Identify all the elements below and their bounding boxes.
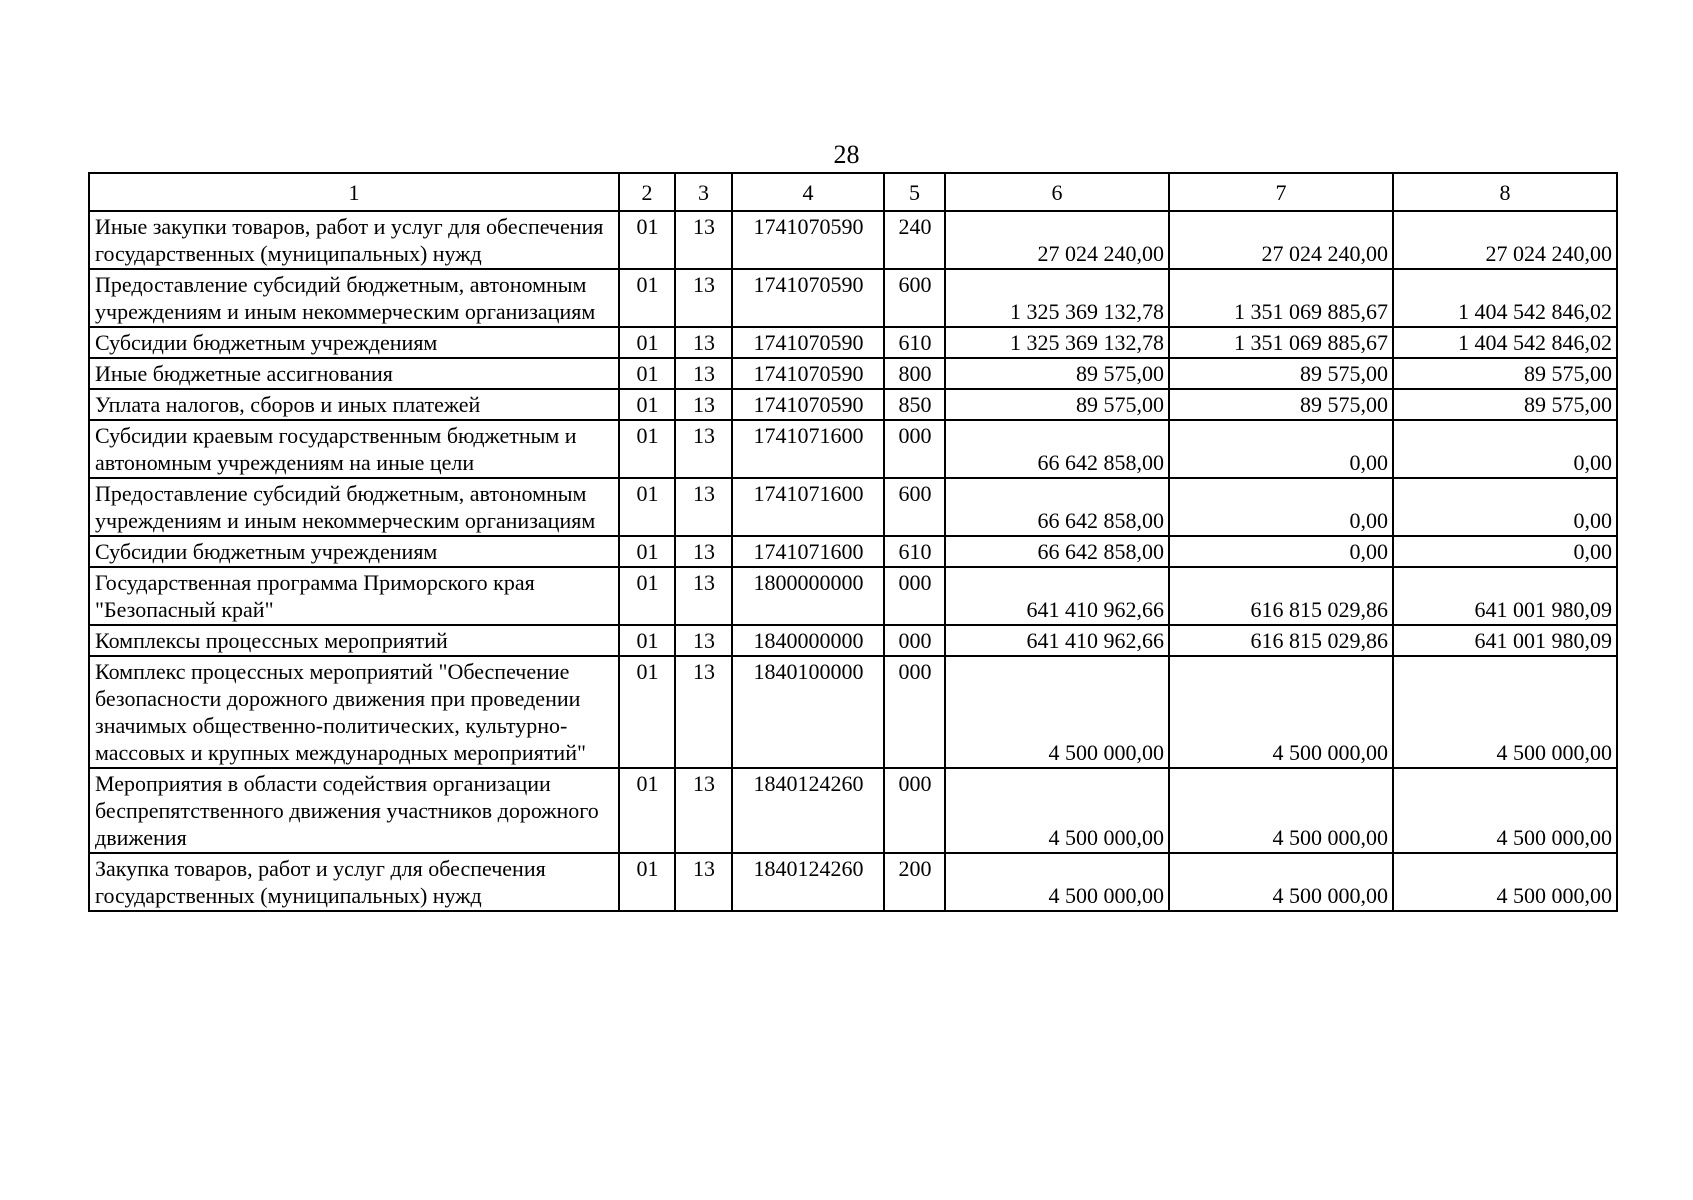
page-number: 28 bbox=[833, 140, 860, 169]
row-target-article: 1741071600 bbox=[732, 420, 884, 478]
row-name: Иные закупки товаров, работ и услуг для обеспечения государственных (муниципальных) нужд bbox=[89, 211, 619, 269]
row-target-article: 1800000000 bbox=[732, 567, 884, 625]
row-target-article: 1840100000 bbox=[732, 656, 884, 768]
row-amount-8: 4 500 000,00 bbox=[1393, 656, 1617, 768]
row-name: Государственная программа Приморского края "Безопасный край" bbox=[89, 567, 619, 625]
row-amount-6: 641 410 962,66 bbox=[945, 567, 1169, 625]
header-cell: 6 bbox=[945, 173, 1169, 211]
row-section: 01 bbox=[619, 269, 675, 327]
row-amount-8: 89 575,00 bbox=[1393, 358, 1617, 389]
row-amount-6: 66 642 858,00 bbox=[945, 536, 1169, 567]
row-amount-7: 0,00 bbox=[1169, 420, 1393, 478]
row-amount-8: 4 500 000,00 bbox=[1393, 853, 1617, 911]
table-row bbox=[89, 420, 1617, 478]
row-section: 01 bbox=[619, 853, 675, 911]
row-amount-7: 4 500 000,00 bbox=[1169, 768, 1393, 853]
header-cell: 8 bbox=[1393, 173, 1617, 211]
row-amount-6: 641 410 962,66 bbox=[945, 625, 1169, 656]
row-expense-type: 850 bbox=[884, 389, 945, 420]
row-name: Субсидии бюджетным учреждениям bbox=[89, 536, 619, 567]
row-amount-7: 616 815 029,86 bbox=[1169, 567, 1393, 625]
row-subsection: 13 bbox=[675, 536, 732, 567]
row-section: 01 bbox=[619, 211, 675, 269]
row-target-article: 1840124260 bbox=[732, 768, 884, 853]
row-subsection: 13 bbox=[675, 656, 732, 768]
row-amount-6: 4 500 000,00 bbox=[945, 768, 1169, 853]
table-row bbox=[89, 768, 1617, 853]
row-amount-6: 27 024 240,00 bbox=[945, 211, 1169, 269]
row-name: Субсидии бюджетным учреждениям bbox=[89, 327, 619, 358]
header-cell: 4 bbox=[732, 173, 884, 211]
row-expense-type: 000 bbox=[884, 625, 945, 656]
row-amount-7: 0,00 bbox=[1169, 478, 1393, 536]
table-row bbox=[89, 358, 1617, 389]
row-name: Комплекс процессных мероприятий "Обеспечение безопасности дорожного движения при проведении значимых общественно-политических, культурно-массовых и крупных международных мероприятий" bbox=[89, 656, 619, 768]
row-target-article: 1741070590 bbox=[732, 389, 884, 420]
row-amount-8: 1 404 542 846,02 bbox=[1393, 327, 1617, 358]
row-amount-7: 1 351 069 885,67 bbox=[1169, 327, 1393, 358]
table-row bbox=[89, 625, 1617, 656]
row-name: Уплата налогов, сборов и иных платежей bbox=[89, 389, 619, 420]
row-amount-8: 89 575,00 bbox=[1393, 389, 1617, 420]
table-row bbox=[89, 853, 1617, 911]
table-row bbox=[89, 269, 1617, 327]
row-subsection: 13 bbox=[675, 478, 732, 536]
budget-table bbox=[88, 172, 1618, 912]
row-amount-8: 0,00 bbox=[1393, 536, 1617, 567]
row-name: Иные бюджетные ассигнования bbox=[89, 358, 619, 389]
row-target-article: 1840000000 bbox=[732, 625, 884, 656]
row-subsection: 13 bbox=[675, 269, 732, 327]
row-expense-type: 800 bbox=[884, 358, 945, 389]
table-row bbox=[89, 389, 1617, 420]
row-target-article: 1741070590 bbox=[732, 211, 884, 269]
row-target-article: 1741071600 bbox=[732, 536, 884, 567]
row-amount-6: 89 575,00 bbox=[945, 389, 1169, 420]
row-section: 01 bbox=[619, 656, 675, 768]
row-amount-8: 4 500 000,00 bbox=[1393, 768, 1617, 853]
row-amount-7: 4 500 000,00 bbox=[1169, 656, 1393, 768]
row-name: Субсидии краевым государственным бюджетным и автономным учреждениям на иные цели bbox=[89, 420, 619, 478]
row-name: Закупка товаров, работ и услуг для обеспечения государственных (муниципальных) нужд bbox=[89, 853, 619, 911]
row-expense-type: 000 bbox=[884, 567, 945, 625]
row-expense-type: 240 bbox=[884, 211, 945, 269]
row-amount-6: 89 575,00 bbox=[945, 358, 1169, 389]
row-subsection: 13 bbox=[675, 211, 732, 269]
row-amount-7: 89 575,00 bbox=[1169, 389, 1393, 420]
row-section: 01 bbox=[619, 327, 675, 358]
row-amount-7: 89 575,00 bbox=[1169, 358, 1393, 389]
row-expense-type: 600 bbox=[884, 478, 945, 536]
row-target-article: 1741070590 bbox=[732, 327, 884, 358]
table-row bbox=[89, 567, 1617, 625]
row-expense-type: 000 bbox=[884, 768, 945, 853]
row-section: 01 bbox=[619, 389, 675, 420]
row-amount-8: 1 404 542 846,02 bbox=[1393, 269, 1617, 327]
row-subsection: 13 bbox=[675, 768, 732, 853]
row-amount-6: 4 500 000,00 bbox=[945, 853, 1169, 911]
row-amount-7: 0,00 bbox=[1169, 536, 1393, 567]
row-section: 01 bbox=[619, 420, 675, 478]
row-expense-type: 000 bbox=[884, 656, 945, 768]
row-amount-8: 0,00 bbox=[1393, 420, 1617, 478]
row-subsection: 13 bbox=[675, 389, 732, 420]
header-cell: 5 bbox=[884, 173, 945, 211]
row-amount-8: 27 024 240,00 bbox=[1393, 211, 1617, 269]
row-target-article: 1741070590 bbox=[732, 269, 884, 327]
row-section: 01 bbox=[619, 625, 675, 656]
header-cell: 1 bbox=[89, 173, 619, 211]
row-target-article: 1741070590 bbox=[732, 358, 884, 389]
row-amount-6: 1 325 369 132,78 bbox=[945, 269, 1169, 327]
row-amount-6: 66 642 858,00 bbox=[945, 420, 1169, 478]
row-subsection: 13 bbox=[675, 625, 732, 656]
header-cell: 7 bbox=[1169, 173, 1393, 211]
row-target-article: 1840124260 bbox=[732, 853, 884, 911]
row-section: 01 bbox=[619, 567, 675, 625]
row-amount-6: 1 325 369 132,78 bbox=[945, 327, 1169, 358]
row-subsection: 13 bbox=[675, 327, 732, 358]
header-cell: 3 bbox=[675, 173, 732, 211]
row-target-article: 1741071600 bbox=[732, 478, 884, 536]
table-row bbox=[89, 327, 1617, 358]
row-expense-type: 610 bbox=[884, 327, 945, 358]
row-expense-type: 610 bbox=[884, 536, 945, 567]
row-expense-type: 200 bbox=[884, 853, 945, 911]
row-amount-8: 641 001 980,09 bbox=[1393, 567, 1617, 625]
table-row bbox=[89, 536, 1617, 567]
row-amount-7: 27 024 240,00 bbox=[1169, 211, 1393, 269]
row-amount-7: 616 815 029,86 bbox=[1169, 625, 1393, 656]
row-expense-type: 000 bbox=[884, 420, 945, 478]
row-name: Комплексы процессных мероприятий bbox=[89, 625, 619, 656]
row-section: 01 bbox=[619, 536, 675, 567]
row-amount-8: 0,00 bbox=[1393, 478, 1617, 536]
row-subsection: 13 bbox=[675, 358, 732, 389]
row-expense-type: 600 bbox=[884, 269, 945, 327]
row-amount-6: 4 500 000,00 bbox=[945, 656, 1169, 768]
row-subsection: 13 bbox=[675, 567, 732, 625]
table-row bbox=[89, 478, 1617, 536]
row-section: 01 bbox=[619, 358, 675, 389]
table-row bbox=[89, 656, 1617, 768]
header-row bbox=[89, 173, 1617, 211]
row-amount-6: 66 642 858,00 bbox=[945, 478, 1169, 536]
row-subsection: 13 bbox=[675, 420, 732, 478]
row-amount-7: 1 351 069 885,67 bbox=[1169, 269, 1393, 327]
row-section: 01 bbox=[619, 768, 675, 853]
row-subsection: 13 bbox=[675, 853, 732, 911]
row-amount-8: 641 001 980,09 bbox=[1393, 625, 1617, 656]
row-amount-7: 4 500 000,00 bbox=[1169, 853, 1393, 911]
table-row bbox=[89, 211, 1617, 269]
row-name: Предоставление субсидий бюджетным, автономным учреждениям и иным некоммерческим организациям bbox=[89, 269, 619, 327]
header-cell: 2 bbox=[619, 173, 675, 211]
row-section: 01 bbox=[619, 478, 675, 536]
row-name: Мероприятия в области содействия организации беспрепятственного движения участников дорожного движения bbox=[89, 768, 619, 853]
row-name: Предоставление субсидий бюджетным, автономным учреждениям и иным некоммерческим организациям bbox=[89, 478, 619, 536]
